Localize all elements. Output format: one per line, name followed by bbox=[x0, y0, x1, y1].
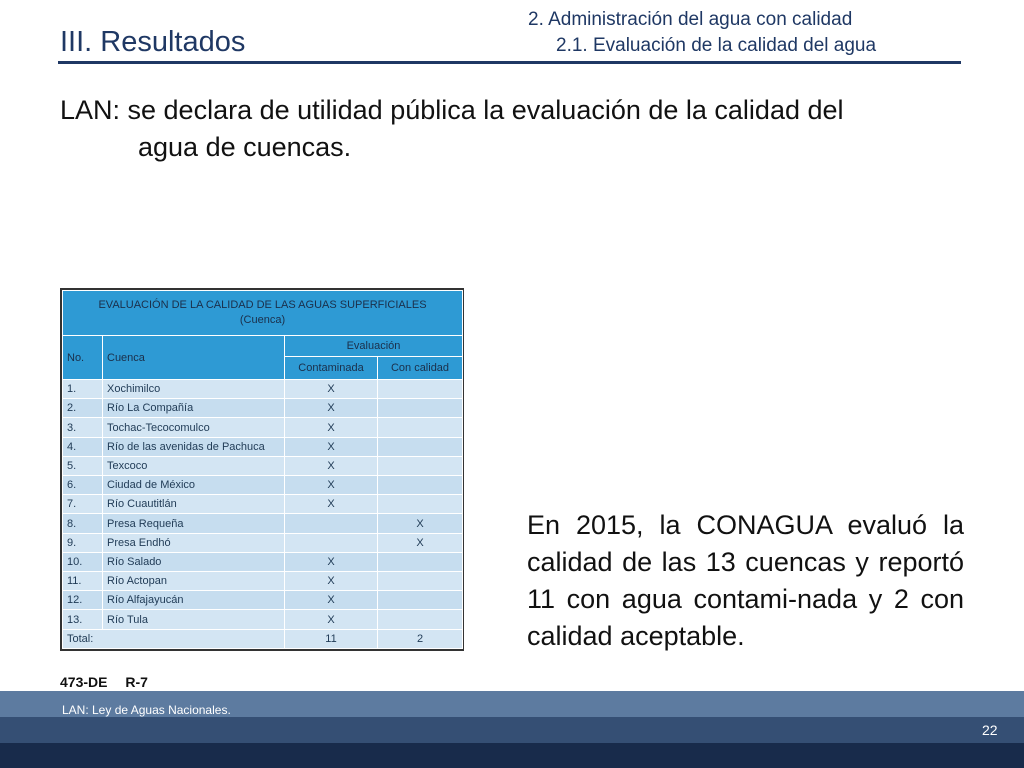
header-cuenca: Cuenca bbox=[103, 336, 285, 380]
evaluation-table bbox=[62, 290, 463, 649]
cell-con-calidad bbox=[378, 591, 463, 610]
table-row bbox=[63, 514, 463, 533]
cell-cuenca: Río Actopan bbox=[103, 572, 285, 591]
table-row bbox=[63, 552, 463, 571]
cell-no: 1. bbox=[63, 380, 103, 399]
cell-contaminada: X bbox=[285, 572, 378, 591]
cell-contaminada: X bbox=[285, 399, 378, 418]
header-topic: 2. Administración del agua con calidad bbox=[528, 9, 853, 30]
total-label: Total: bbox=[63, 629, 285, 648]
section-title: III. Resultados bbox=[60, 26, 246, 58]
cell-no: 13. bbox=[63, 610, 103, 629]
cell-cuenca: Río Tula bbox=[103, 610, 285, 629]
evaluation-table-container bbox=[60, 288, 464, 651]
total-contaminada: 11 bbox=[285, 629, 378, 648]
cell-con-calidad bbox=[378, 552, 463, 571]
cell-no: 5. bbox=[63, 456, 103, 475]
table-row bbox=[63, 610, 463, 629]
total-con-calidad: 2 bbox=[378, 629, 463, 648]
cell-con-calidad bbox=[378, 418, 463, 437]
cell-contaminada: X bbox=[285, 476, 378, 495]
cell-con-calidad bbox=[378, 380, 463, 399]
footer-band-dark bbox=[0, 743, 1024, 768]
table-row bbox=[63, 495, 463, 514]
header-evaluacion: Evaluación bbox=[285, 336, 463, 357]
cell-no: 9. bbox=[63, 533, 103, 552]
cell-no: 10. bbox=[63, 552, 103, 571]
footnote: LAN: Ley de Aguas Nacionales. bbox=[62, 703, 231, 717]
cell-cuenca: Río La Compañía bbox=[103, 399, 285, 418]
cell-cuenca: Río Cuautitlán bbox=[103, 495, 285, 514]
table-title bbox=[63, 291, 463, 336]
cell-cuenca: Río Salado bbox=[103, 552, 285, 571]
table-body bbox=[63, 380, 463, 649]
main-statement-line2: agua de cuencas. bbox=[138, 132, 352, 162]
cell-contaminada bbox=[285, 533, 378, 552]
cell-no: 7. bbox=[63, 495, 103, 514]
cell-no: 8. bbox=[63, 514, 103, 533]
cell-cuenca: Presa Requeña bbox=[103, 514, 285, 533]
main-statement bbox=[60, 92, 965, 166]
cell-con-calidad bbox=[378, 456, 463, 475]
cell-contaminada: X bbox=[285, 591, 378, 610]
header-subtopic: 2.1. Evaluación de la calidad del agua bbox=[556, 35, 877, 56]
cell-con-calidad bbox=[378, 610, 463, 629]
header-contaminada: Contaminada bbox=[285, 357, 378, 380]
cell-cuenca: Texcoco bbox=[103, 456, 285, 475]
cell-contaminada: X bbox=[285, 418, 378, 437]
reference-code: 473-DE R-7 bbox=[60, 674, 148, 690]
cell-contaminada bbox=[285, 514, 378, 533]
cell-con-calidad bbox=[378, 495, 463, 514]
cell-cuenca: Tochac-Tecocomulco bbox=[103, 418, 285, 437]
header-con-calidad: Con calidad bbox=[378, 357, 463, 380]
main-statement-line1: LAN: se declara de utilidad pública la evaluación de la calidad del bbox=[60, 95, 844, 125]
header-divider bbox=[58, 61, 961, 64]
cell-cuenca: Xochimilco bbox=[103, 380, 285, 399]
cell-cuenca: Río de las avenidas de Pachuca bbox=[103, 437, 285, 456]
cell-contaminada: X bbox=[285, 552, 378, 571]
footer-band-mid bbox=[0, 717, 1024, 743]
table-row bbox=[63, 456, 463, 475]
cell-no: 11. bbox=[63, 572, 103, 591]
cell-con-calidad: X bbox=[378, 514, 463, 533]
cell-no: 3. bbox=[63, 418, 103, 437]
cell-contaminada: X bbox=[285, 437, 378, 456]
cell-no: 2. bbox=[63, 399, 103, 418]
table-total-row bbox=[63, 629, 463, 648]
cell-cuenca: Río Alfajayucán bbox=[103, 591, 285, 610]
cell-con-calidad bbox=[378, 476, 463, 495]
cell-no: 6. bbox=[63, 476, 103, 495]
table-row bbox=[63, 437, 463, 456]
table-title-line1: EVALUACIÓN DE LA CALIDAD DE LAS AGUAS SUPERFICIALES bbox=[98, 299, 427, 311]
page-number: 22 bbox=[982, 722, 998, 738]
table-row bbox=[63, 572, 463, 591]
header-no: No. bbox=[63, 336, 103, 380]
table-row bbox=[63, 380, 463, 399]
cell-con-calidad bbox=[378, 437, 463, 456]
table-title-line2: (Cuenca) bbox=[239, 314, 286, 326]
cell-cuenca: Presa Endhó bbox=[103, 533, 285, 552]
cell-cuenca: Ciudad de México bbox=[103, 476, 285, 495]
cell-contaminada: X bbox=[285, 456, 378, 475]
cell-no: 4. bbox=[63, 437, 103, 456]
table-row bbox=[63, 476, 463, 495]
cell-con-calidad bbox=[378, 399, 463, 418]
summary-paragraph: En 2015, la CONAGUA evaluó la calidad de las 13 cuencas y reportó 11 con agua contami-nada y 2 con calidad aceptable. bbox=[527, 510, 964, 651]
table-row bbox=[63, 399, 463, 418]
cell-contaminada: X bbox=[285, 610, 378, 629]
table-row bbox=[63, 591, 463, 610]
cell-contaminada: X bbox=[285, 495, 378, 514]
header-topic-block bbox=[528, 7, 876, 59]
table-row bbox=[63, 533, 463, 552]
cell-con-calidad bbox=[378, 572, 463, 591]
cell-contaminada: X bbox=[285, 380, 378, 399]
cell-con-calidad: X bbox=[378, 533, 463, 552]
table-row bbox=[63, 418, 463, 437]
cell-no: 12. bbox=[63, 591, 103, 610]
